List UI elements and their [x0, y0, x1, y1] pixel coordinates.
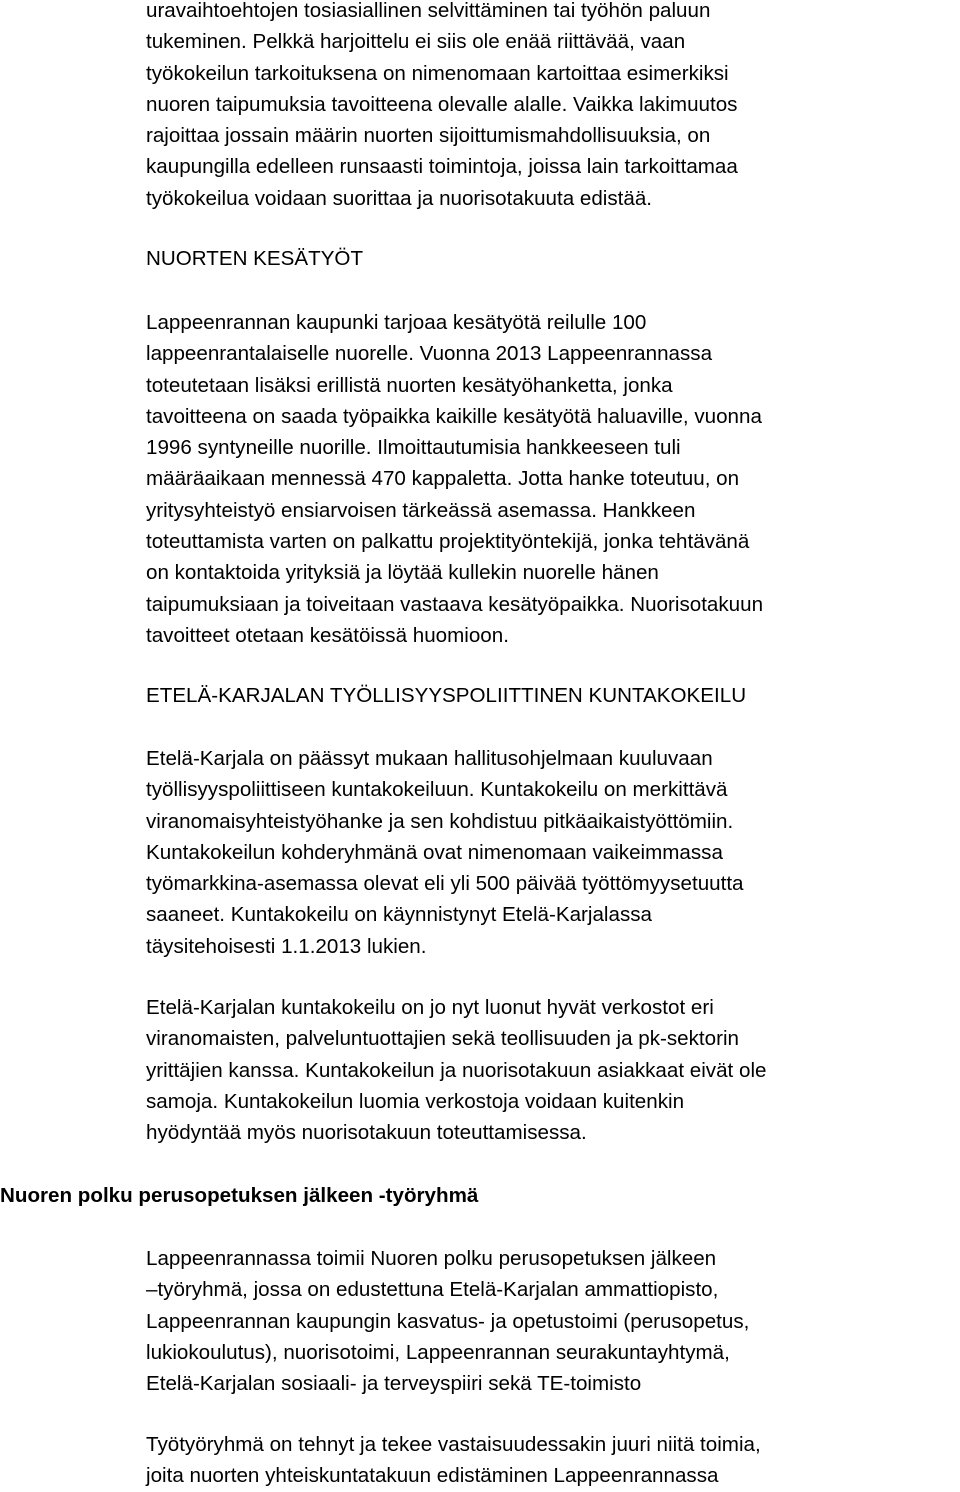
text-line: Etelä-Karjalan sosiaali- ja terveyspiiri sekä TE-toimisto	[146, 1372, 642, 1396]
text-line: Lappeenrannan kaupungin kasvatus- ja opetustoimi (perusopetus,	[146, 1309, 750, 1333]
text-line: saaneet. Kuntakokeilu on käynnistynyt Etelä-Karjalassa	[146, 903, 652, 927]
text-line: rajoittaa jossain määrin nuorten sijoittumismahdollisuuksia, on	[146, 124, 711, 148]
kuntakokeilu-paragraph-2	[146, 992, 766, 1148]
text-line: nuoren taipumuksia tavoitteena olevalle alalle. Vaikka lakimuutos	[146, 92, 738, 116]
summer-jobs-paragraph	[146, 307, 763, 651]
text-line: toteutetaan lisäksi erillistä nuorten kesätyöhanketta, jonka	[146, 373, 673, 397]
text-line: lappeenrantalaiselle nuorelle. Vuonna 2013 Lappeenrannassa	[146, 342, 713, 366]
kuntakokeilu-paragraph-1	[146, 743, 744, 962]
text-line: Etelä-Karjala on päässyt mukaan hallitusohjelmaan kuuluvaan	[146, 747, 713, 770]
summer-jobs-heading: NUORTEN KESÄTYÖT	[146, 247, 364, 270]
text-line: hyödyntää myös nuorisotakuun toteuttamisessa.	[146, 1121, 587, 1145]
working-group-paragraph-1	[146, 1243, 749, 1399]
text-line: yritysyhteistyö ensiarvoisen tärkeässä asemassa. Hankkeen	[146, 498, 696, 522]
text-line: uravaihtoehtojen tosiasiallinen selvittäminen tai työhön paluun	[146, 0, 711, 22]
text-line: yrittäjien kanssa. Kuntakokeilun ja nuorisotakuun asiakkaat eivät ole	[146, 1058, 767, 1082]
text-line: viranomaisten, palveluntuottajien sekä teollisuuden ja pk-sektorin	[146, 1027, 739, 1051]
text-line: työkokeilun tarkoituksena on nimenomaan kartoittaa esimerkiksi	[146, 61, 729, 85]
text-line: joita nuorten yhteiskuntatakuun edistäminen Lappeenrannassa	[146, 1464, 719, 1488]
text-line: työllisyyspoliittiseen kuntakokeiluun. Kuntakokeilu on merkittävä	[146, 778, 728, 802]
text-line: tavoitteet otetaan kesätöissä huomioon.	[146, 623, 509, 647]
text-line: tukeminen. Pelkkä harjoittelu ei siis ole enää riittävää, vaan	[146, 30, 686, 54]
kuntakokeilu-heading: ETELÄ-KARJALAN TYÖLLISYYSPOLIITTINEN KUNTAKOKEILU	[146, 684, 747, 707]
working-group-heading: Nuoren polku perusopetuksen jälkeen -työryhmä	[0, 1184, 479, 1207]
text-line: Lappeenrannassa toimii Nuoren polku perusopetuksen jälkeen	[146, 1247, 717, 1270]
text-line: Lappeenrannan kaupunki tarjoaa kesätyötä reilulle 100	[146, 311, 647, 334]
text-line: toteuttamista varten on palkattu projektityöntekijä, jonka tehtävänä	[146, 530, 750, 554]
text-line: Työtyöryhmä on tehnyt ja tekee vastaisuudessakin juuri niitä toimia,	[146, 1433, 761, 1456]
text-line: on kontaktoida yrityksiä ja löytää kullekin nuorelle hänen	[146, 561, 659, 585]
text-line: lukiokoulutus), nuorisotoimi, Lappeenrannan seurakuntayhtymä,	[146, 1340, 730, 1364]
text-line: työmarkkina-asemassa olevat eli yli 500 päivää työttömyysetuutta	[146, 872, 744, 896]
text-line: samoja. Kuntakokeilun luomia verkostoja voidaan kuitenkin	[146, 1089, 685, 1113]
text-line: täysitehoisesti 1.1.2013 lukien.	[146, 934, 427, 958]
text-line: kaupungilla edelleen runsaasti toimintoja, joissa lain tarkoittamaa	[146, 155, 738, 179]
text-line: 1996 syntyneille nuorille. Ilmoittautumisia hankkeeseen tuli	[146, 436, 681, 460]
text-line: työkokeilua voidaan suorittaa ja nuorisotakuuta edistää.	[146, 186, 653, 210]
intro-paragraph	[146, 0, 738, 214]
text-line: taipumuksiaan ja toiveitaan vastaava kesätyöpaikka. Nuorisotakuun	[146, 592, 764, 616]
working-group-paragraph-2	[146, 1429, 761, 1492]
text-line: määräaikaan mennessä 470 kappaletta. Jotta hanke toteutuu, on	[146, 467, 740, 491]
text-line: tavoitteena on saada työpaikka kaikille kesätyötä haluaville, vuonna	[146, 404, 762, 428]
text-line: –työryhmä, jossa on edustettuna Etelä-Karjalan ammattiopisto,	[146, 1278, 719, 1302]
text-line: Kuntakokeilun kohderyhmänä ovat nimenomaan vaikeimmassa	[146, 840, 723, 864]
text-line: viranomaisyhteistyöhanke ja sen kohdistuu pitkäaikaistyöttömiin.	[146, 809, 734, 833]
text-line: Etelä-Karjalan kuntakokeilu on jo nyt luonut hyvät verkostot eri	[146, 996, 714, 1019]
